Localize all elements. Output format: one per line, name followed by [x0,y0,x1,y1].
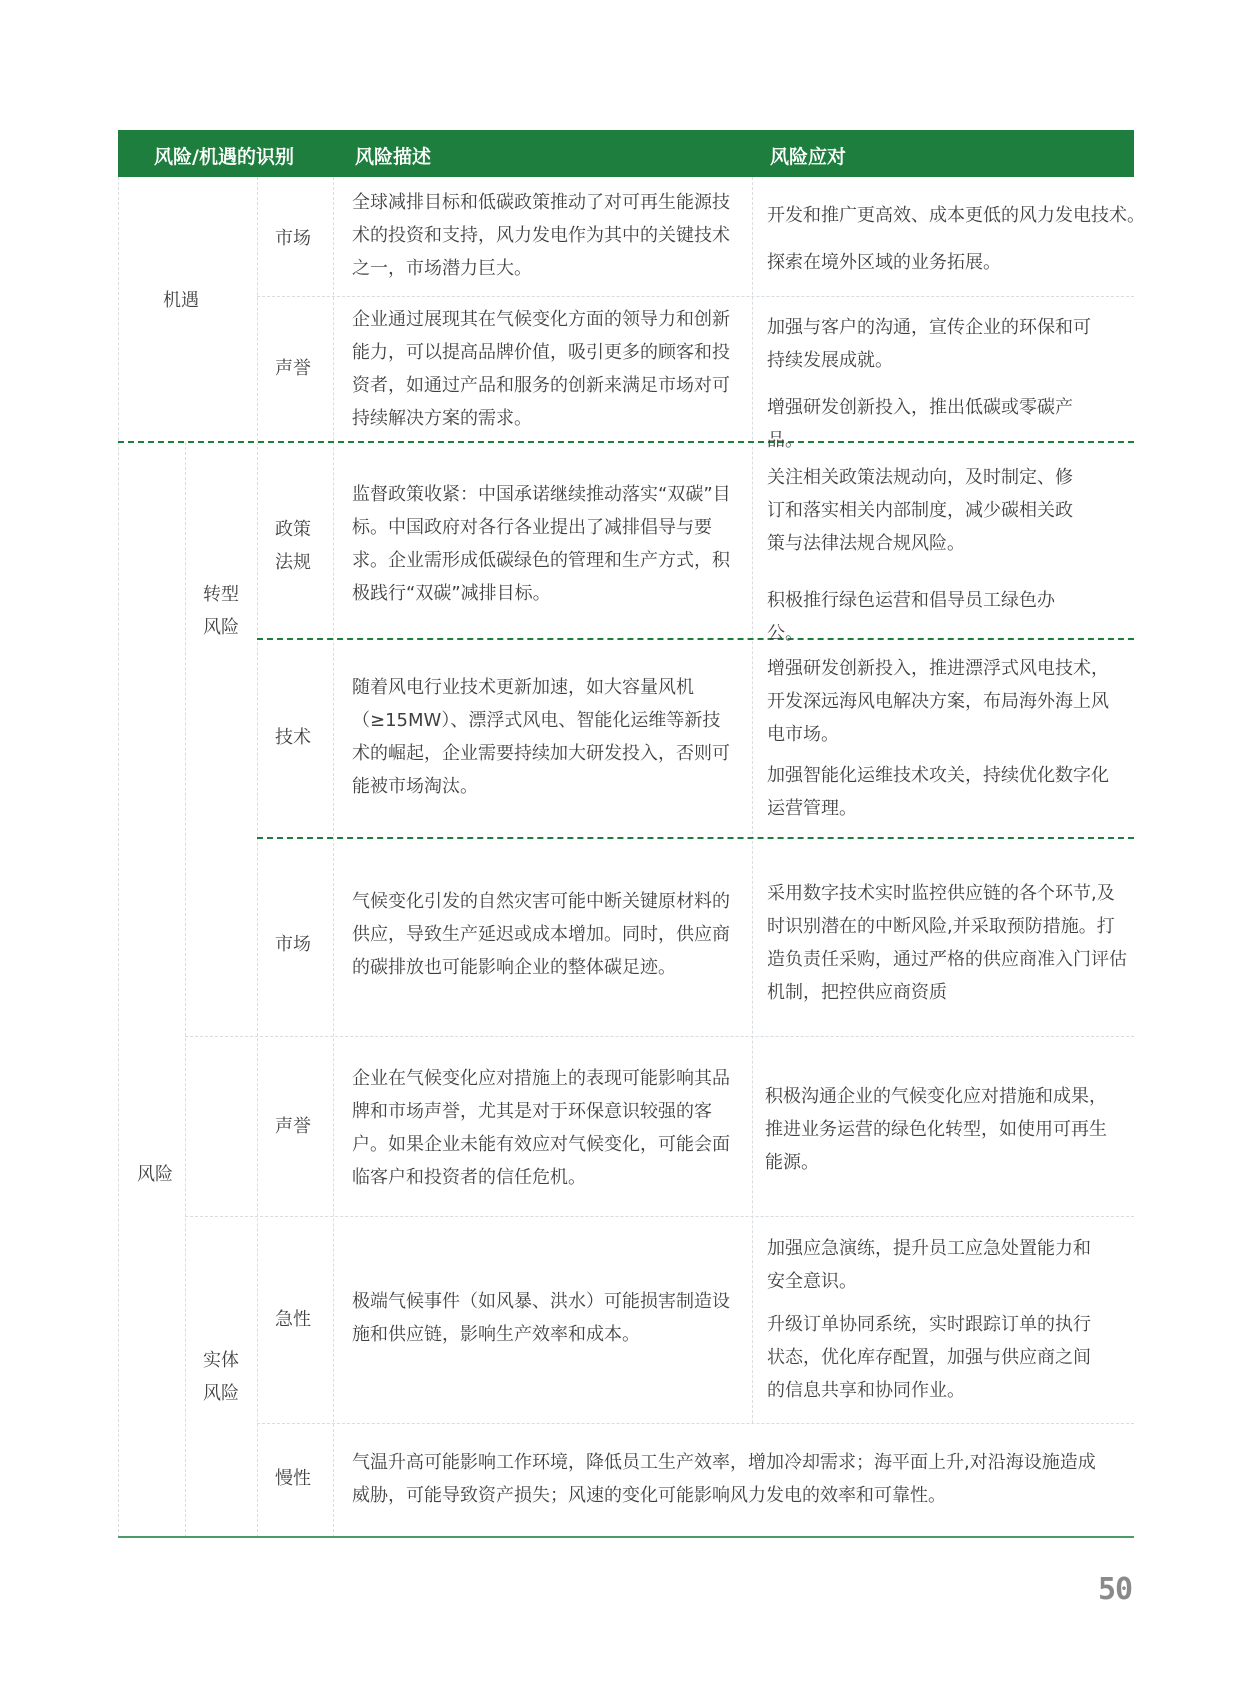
divider [185,442,186,1537]
risk-response: 加强与客户的沟通，宣传企业的环保和可持续发展成就。 增强研发创新投入，推出低碳或零碳产品。 [767,317,1091,451]
divider [752,177,753,1423]
risk-response: 开发和推广更高效、成本更低的风力发电技术。 探索在境外区域的业务拓展。 [767,205,1145,273]
row-label: 声誉 [275,358,311,379]
row-label: 市场 [275,934,311,955]
category-transition-risk: 转型 风险 [203,584,239,638]
risk-description: 企业通过展现其在气候变化方面的领导力和创新能力，可以提高品牌价值，吸引更多的顾客和投资者，如通过产品和服务的创新来满足市场对可持续解决方案的需求。 [352,309,730,429]
row-divider [185,1216,1134,1217]
table-bottom-border [118,1536,1134,1538]
risk-response: 增强研发创新投入，推进漂浮式风电技术，开发深远海风电解决方案，布局海外海上风电市场。 加强智能化运维技术攻关，持续优化数字化运营管理。 [767,658,1109,819]
row-label: 技术 [275,727,311,748]
risk-response: 加强应急演练，提升员工应急处置能力和安全意识。 升级订单协同系统，实时跟踪订单的执行状态，优化库存配置，加强与供应商之间的信息共享和协同作业。 [767,1238,1091,1401]
table-header [118,130,1134,177]
divider [257,442,258,1537]
divider [118,177,119,1537]
page-number: 50 [1098,1572,1133,1607]
risk-description: 极端气候事件（如风暴、洪水）可能损害制造设施和供应链，影响生产效率和成本。 [352,1291,730,1345]
category-risk: 风险 [137,1164,173,1185]
risk-response: 关注相关政策法规动向，及时制定、修订和落实相关内部制度，减少碳相关政策与法律法规合规风险。 积极推行绿色运营和倡导员工绿色办公。 [767,467,1073,644]
risk-description: 监督政策收紧：中国承诺继续推动落实“双碳”目标。中国政府对各行各业提出了减排倡导与要求。企业需形成低碳绿色的管理和生产方式，积极践行“双碳”减排目标。 [352,484,731,604]
row-divider-green [257,837,1134,839]
row-label: 政策 法规 [275,519,311,573]
row-divider [257,1423,1134,1424]
row-divider [257,296,1134,297]
row-label: 市场 [275,228,311,249]
divider [257,177,258,441]
header-response: 风险应对 [770,146,847,168]
category-physical-risk: 实体 风险 [203,1350,239,1404]
risk-description: 气温升高可能影响工作环境，降低员工生产效率，增加冷却需求；海平面上升,对沿海设施造成威胁，可能导致资产损失；风速的变化可能影响风力发电的效率和可靠性。 [352,1452,1096,1506]
risk-description: 企业在气候变化应对措施上的表现可能影响其品牌和市场声誉，尤其是对于环保意识较强的客户。如果企业未能有效应对气候变化，可能会面临客户和投资者的信任危机。 [352,1068,730,1188]
row-divider [185,1036,1134,1037]
risk-response: 采用数字技术实时监控供应链的各个环节,及时识别潜在的中断风险,并采取预防措施。打造负责任采购，通过严格的供应商准入门评估机制，把控供应商资质 [767,883,1127,1003]
header-description: 风险描述 [355,146,432,168]
risk-response: 积极沟通企业的气候变化应对措施和成果，推进业务运营的绿色化转型，如使用可再生能源。 [765,1086,1107,1173]
divider [333,177,334,1537]
category-opportunity: 机遇 [163,290,199,311]
risk-description: 全球减排目标和低碳政策推动了对可再生能源技术的投资和支持，风力发电作为其中的关键技术之一，市场潜力巨大。 [352,192,730,279]
row-label: 急性 [275,1309,311,1330]
header-identification: 风险/机遇的识别 [154,146,294,168]
row-label: 声誉 [275,1116,311,1137]
risk-description: 随着风电行业技术更新加速，如大容量风机（≥15MW）、漂浮式风电、智能化运维等新技术的崛起，企业需要持续加大研发投入，否则可能被市场淘汰。 [352,677,730,797]
risk-description: 气候变化引发的自然灾害可能中断关键原材料的供应，导致生产延迟或成本增加。同时，供应商的碳排放也可能影响企业的整体碳足迹。 [352,891,730,978]
row-label: 慢性 [275,1468,311,1489]
